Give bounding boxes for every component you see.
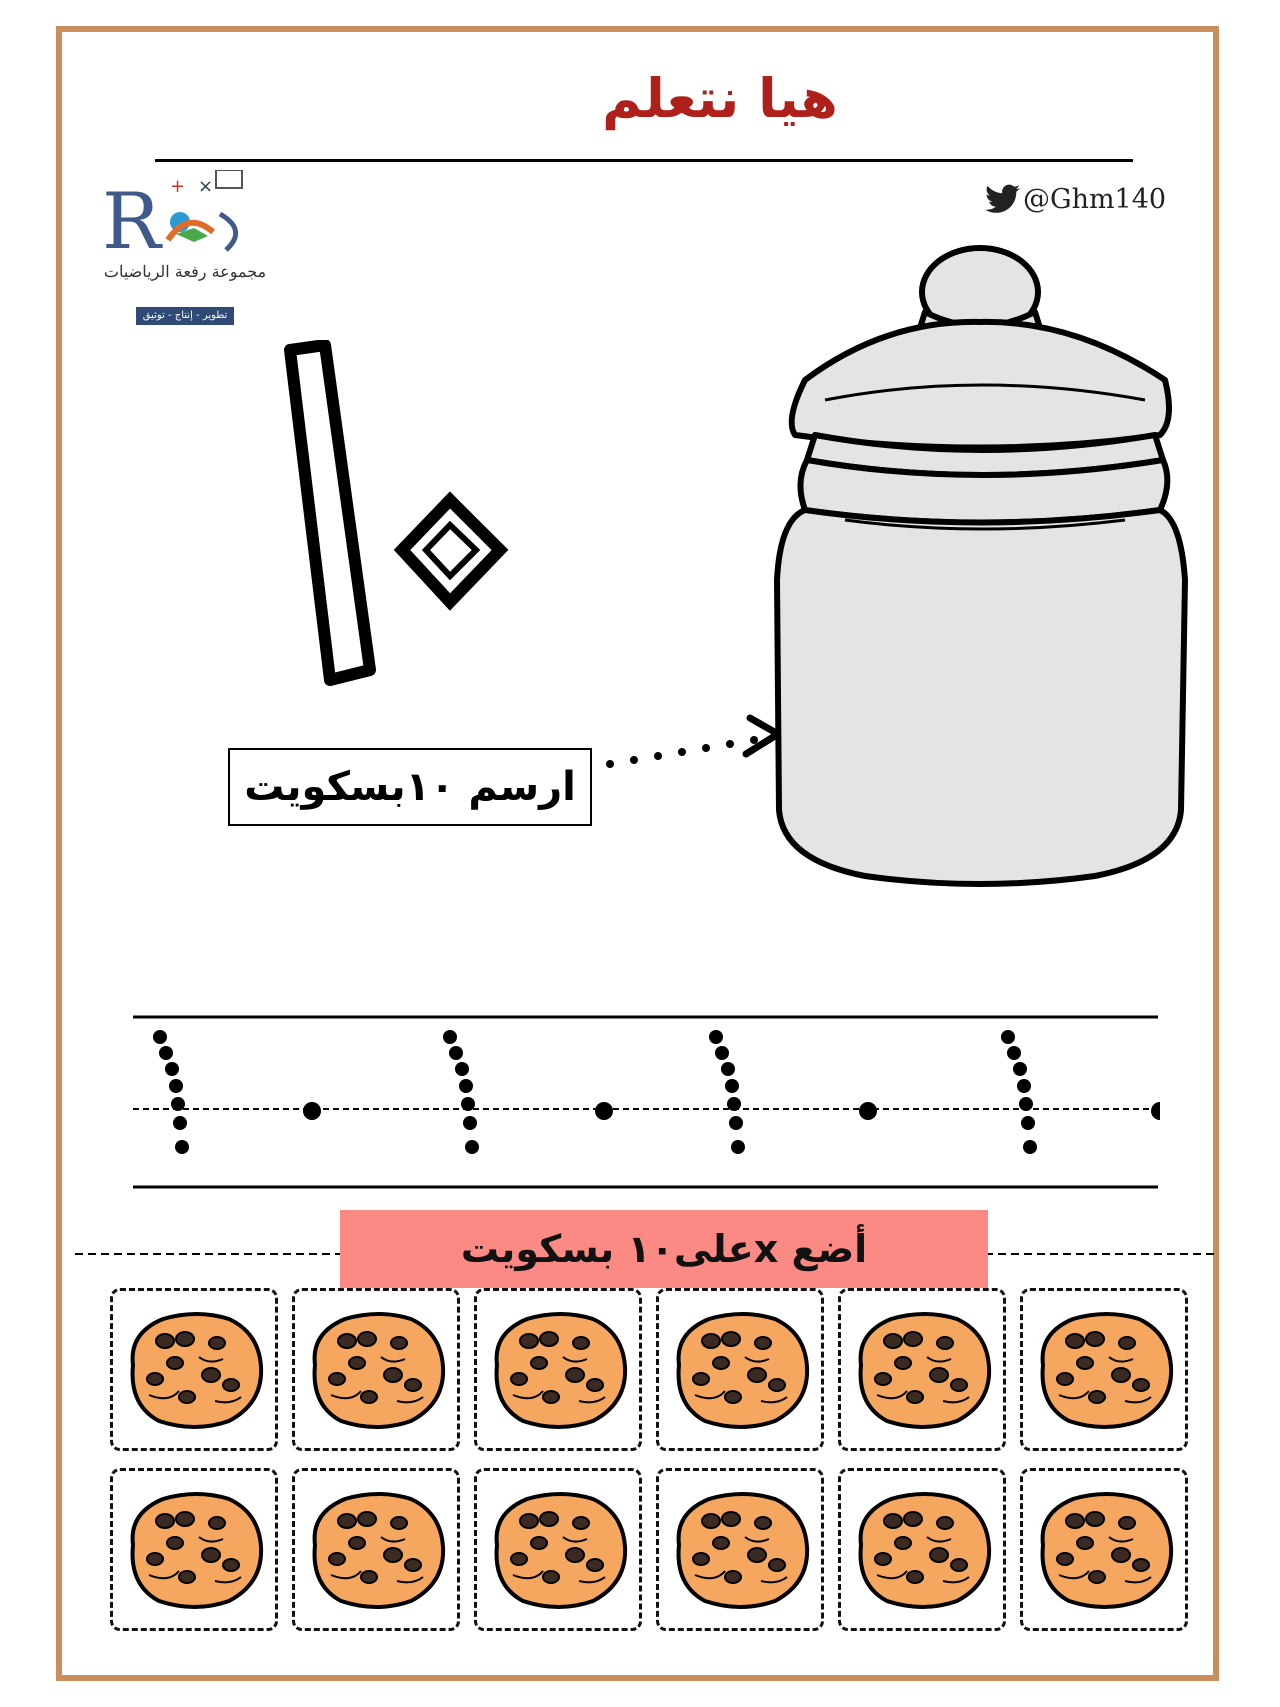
mark-instruction-banner: أضع xعلى١٠ بسكويت <box>340 1210 988 1288</box>
cookie-cell[interactable] <box>110 1288 278 1451</box>
cookie-cell[interactable] <box>110 1468 278 1631</box>
svg-text:+: + <box>170 176 186 197</box>
numeral-ten <box>260 340 560 720</box>
traced-ten-3 <box>709 1030 877 1154</box>
traced-ten-1 <box>153 1030 321 1154</box>
logo-name: مجموعة رفعة الرياضيات <box>103 262 267 281</box>
cookie-icon <box>483 1485 633 1615</box>
cookie-jar-icon <box>765 220 1195 890</box>
tracing-digits <box>153 1030 1160 1154</box>
cookie-icon <box>847 1305 997 1435</box>
cookie-icon <box>665 1305 815 1435</box>
traced-ten-4 <box>1001 1030 1160 1154</box>
svg-text:×: × <box>198 176 214 197</box>
cookie-icon <box>119 1485 269 1615</box>
title-underline <box>155 159 1133 162</box>
cookie-cell[interactable] <box>656 1288 824 1451</box>
tracing-area <box>120 1005 1160 1195</box>
handle-text: @Ghm140 <box>1023 183 1167 215</box>
twitter-bird-icon <box>985 184 1021 214</box>
cookie-cell[interactable] <box>474 1288 642 1451</box>
cookie-icon <box>847 1485 997 1615</box>
cookie-icon <box>119 1305 269 1435</box>
svg-text:R: R <box>102 177 161 267</box>
cookie-grid <box>110 1288 1186 1636</box>
logo-tagline: تطوير - إنتاج - توثيق <box>136 307 234 325</box>
cookie-icon <box>301 1305 451 1435</box>
cookie-cell[interactable] <box>656 1468 824 1631</box>
cookie-cell[interactable] <box>292 1288 460 1451</box>
cookie-icon <box>483 1305 633 1435</box>
cookie-cell[interactable] <box>838 1288 1006 1451</box>
dotted-arrow-icon <box>600 690 790 780</box>
cookie-cell[interactable] <box>1020 1468 1188 1631</box>
cookie-cell[interactable] <box>292 1468 460 1631</box>
traced-ten-2 <box>443 1030 613 1154</box>
cookie-icon <box>301 1485 451 1615</box>
cookie-icon <box>1029 1305 1179 1435</box>
cookie-cell[interactable] <box>838 1468 1006 1631</box>
cookie-cell[interactable] <box>474 1468 642 1631</box>
cookie-cell[interactable] <box>1020 1288 1188 1451</box>
twitter-handle <box>985 182 1166 216</box>
logo-icon <box>98 170 278 330</box>
cookie-icon <box>665 1485 815 1615</box>
page-title: هيا نتعلم <box>602 67 838 130</box>
cookie-icon <box>1029 1485 1179 1615</box>
draw-instruction: ارسم ١٠بسكويت <box>228 748 592 826</box>
